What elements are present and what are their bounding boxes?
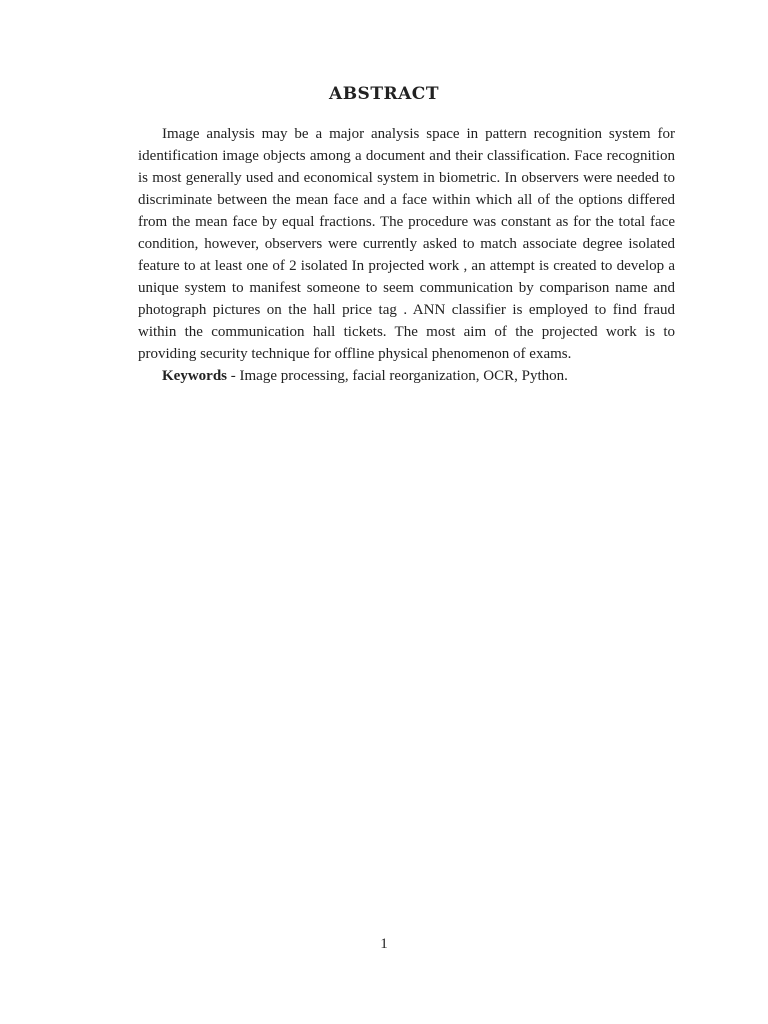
page-number: 1	[380, 936, 388, 952]
abstract-paragraph: Image analysis may be a major analysis space in pattern recognition system for identification image objects among a document and their classification. Face recognition is most generally used and economical system in biometric. In observers were needed to discriminate between the mean face and a face within which all of the options differed from the mean face by equal fractions. The procedure was constant as for the total face condition, however, observers were currently asked to match associate degree isolated feature to at least one of 2 isolated In projected work , an attempt is created to develop a unique system to manifest someone to seem communication by comparison name and photograph pictures on the hall price tag . ANN classifier is employed to find fraud within the communication hall tickets. The most aim of the projected work is to providing security technique for offline physical phenomenon of exams.	[138, 126, 675, 362]
abstract-title: ABSTRACT	[329, 84, 439, 104]
abstract-body	[138, 123, 675, 387]
keywords-label: Keywords	[162, 368, 227, 384]
keywords-paragraph	[138, 365, 675, 387]
keywords-list: - Image processing, facial reorganization, OCR, Python.	[227, 368, 568, 384]
